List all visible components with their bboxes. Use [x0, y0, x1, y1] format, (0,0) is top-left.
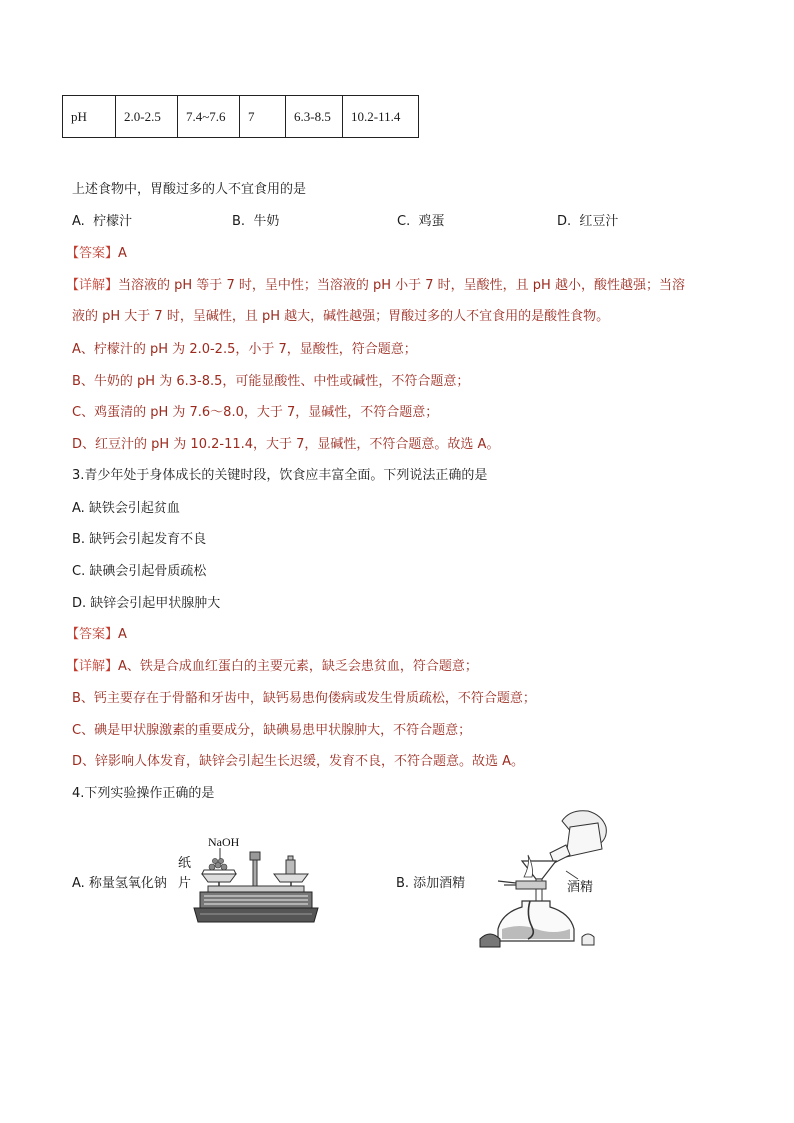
- bottle-neck: [550, 845, 570, 863]
- naoh-pellet: [221, 864, 227, 870]
- detail-line: 液的 pH 大于 7 时，呈碱性，且 pH 越大，碱性越强；胃酸过多的人不宜食用的是酸性食物。: [72, 309, 610, 324]
- option-c: [397, 210, 445, 229]
- balance-figure: [170, 830, 320, 930]
- detail-line: D、锌影响人体发育，缺锌会引起生长迟缓，发育不良，不符合题意。故选 A。: [72, 754, 525, 769]
- wick-holder: [516, 881, 546, 889]
- detail-line: [66, 274, 685, 293]
- pillar-top: [250, 852, 260, 860]
- detail-line: C、鸡蛋清的 pH 为 7.6～8.0，大于 7，显碱性，不符合题意；: [72, 405, 439, 420]
- answer-tag: 【答案】: [66, 627, 119, 642]
- option-letter: A.: [72, 214, 85, 229]
- option-text: 牛奶: [253, 214, 280, 229]
- option-d: D. 缺锌会引起甲状腺肿大: [72, 596, 221, 611]
- option-a: [72, 210, 132, 229]
- lamp-cap: [480, 934, 500, 947]
- left-pan: [202, 874, 236, 882]
- option-a: A. 称量氢氧化钠: [72, 876, 167, 891]
- detail-text: 当溶液的 pH 等于 7 时，呈中性；当溶液的 pH 小于 7 时，呈酸性，且 pH 越小，酸性越强；当溶: [118, 278, 685, 293]
- option-text: 鸡蛋: [418, 214, 445, 229]
- table-row: [63, 96, 419, 138]
- table-cell: 7: [240, 96, 286, 138]
- answer-line: [66, 242, 127, 261]
- answer-value: A: [118, 627, 127, 642]
- option-a: A. 缺铁会引起贫血: [72, 501, 180, 516]
- option-letter: C.: [397, 214, 411, 229]
- paper-label: 纸: [178, 856, 192, 871]
- weight-block: [286, 860, 295, 874]
- option-text: 红豆汁: [579, 214, 619, 229]
- table-cell: 2.0-2.5: [116, 96, 178, 138]
- right-pan: [274, 874, 308, 882]
- detail-line: [66, 655, 478, 674]
- small-cap: [582, 934, 594, 945]
- ph-table: [62, 95, 419, 138]
- question-stem: 3.青少年处于身体成长的关键时段，饮食应丰富全面。下列说法正确的是: [72, 468, 488, 483]
- detail-tag: 【详解】: [66, 659, 119, 674]
- answer-line: [66, 623, 127, 642]
- option-letter: D.: [557, 214, 572, 229]
- leader-line: [566, 871, 578, 879]
- detail-text: A、铁是合成血红蛋白的主要元素，缺乏会患贫血，符合题意；: [118, 659, 478, 674]
- question-stem: 4.下列实验操作正确的是: [72, 786, 215, 801]
- bottle-body: [566, 823, 602, 857]
- option-b: B. 缺钙会引起发育不良: [72, 532, 207, 547]
- paper-label: 片: [178, 876, 192, 891]
- option-b: [232, 210, 279, 229]
- pillar: [253, 860, 257, 886]
- alcohol-label: 酒精: [567, 880, 594, 895]
- beam: [208, 886, 304, 892]
- weight-knob: [288, 856, 293, 860]
- option-letter: B.: [232, 214, 246, 229]
- base-foot: [194, 908, 318, 922]
- tongs: [498, 881, 516, 883]
- table-cell: 7.4~7.6: [178, 96, 240, 138]
- table-cell: pH: [63, 96, 116, 138]
- question-stem: 上述食物中，胃酸过多的人不宜食用的是: [72, 182, 307, 197]
- alcohol-lamp-figure: [470, 805, 630, 955]
- naoh-pellet: [212, 858, 217, 863]
- option-c: C. 缺碘会引起骨质疏松: [72, 564, 207, 579]
- detail-tag: 【详解】: [66, 278, 119, 293]
- detail-line: C、碘是甲状腺激素的重要成分，缺碘易患甲状腺肿大，不符合题意；: [72, 723, 472, 738]
- detail-line: B、牛奶的 pH 为 6.3-8.5，可能显酸性、中性或碱性，不符合题意；: [72, 374, 470, 389]
- detail-line: B、钙主要存在于骨骼和牙齿中，缺钙易患佝偻病或发生骨质疏松，不符合题意；: [72, 691, 536, 706]
- naoh-pellet: [218, 858, 223, 863]
- detail-line: D、红豆汁的 pH 为 10.2-11.4，大于 7，显碱性，不符合题意。故选 A。: [72, 437, 500, 452]
- paper-sheet: [202, 870, 236, 874]
- table-cell: 10.2-11.4: [343, 96, 419, 138]
- option-text: 柠檬汁: [93, 214, 133, 229]
- naoh-pellet: [209, 864, 215, 870]
- option-d: [557, 210, 618, 229]
- answer-tag: 【答案】: [66, 246, 119, 261]
- naoh-label: NaOH: [208, 835, 240, 849]
- detail-line: A、柠檬汁的 pH 为 2.0-2.5，小于 7，显酸性，符合题意；: [72, 342, 417, 357]
- option-b: B. 添加酒精: [396, 876, 466, 891]
- table-cell: 6.3-8.5: [286, 96, 343, 138]
- answer-value: A: [118, 246, 127, 261]
